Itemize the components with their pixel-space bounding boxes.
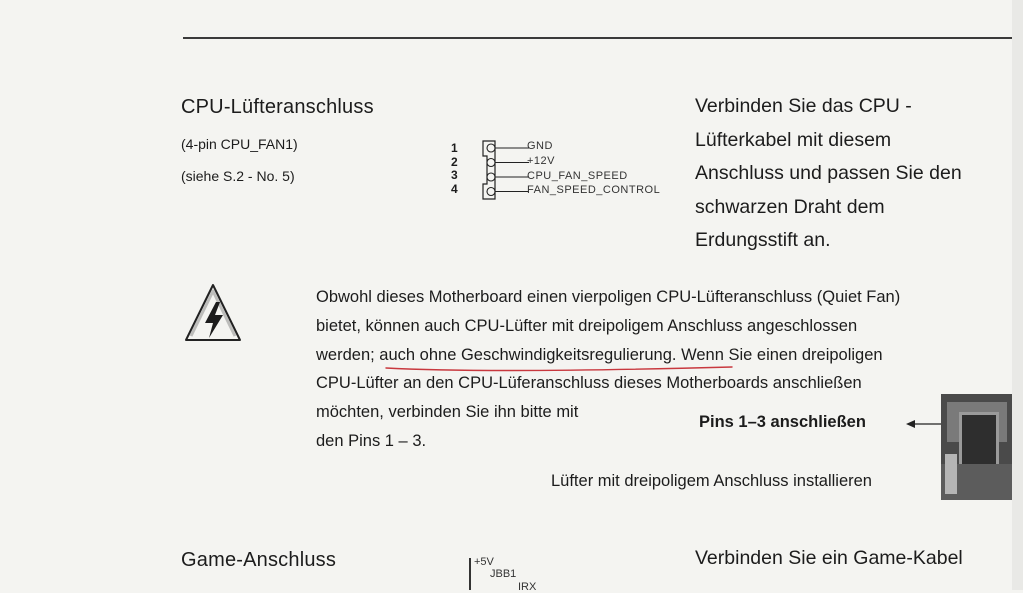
warning-text-segment: . Wenn Sie einen dreipoligen [671, 345, 883, 364]
warning-line: Obwohl dieses Motherboard einen vierpoligen CPU-Lüfteranschluss (Quiet Fan) [316, 288, 901, 306]
pins-label: Pins 1–3 anschließen [699, 413, 866, 431]
page-edge [1012, 0, 1023, 590]
pin-numbers [451, 142, 458, 196]
red-pen-underline [384, 362, 736, 376]
description-line: Anschluss und passen Sie den [695, 162, 962, 184]
cpu-fan-description [695, 90, 1015, 258]
game-pin-label-5v: +5V [474, 556, 494, 568]
pin-label-gnd: GND [527, 140, 553, 152]
game-header-label: JBB1 [490, 568, 517, 580]
game-pin-label-irx: IRX [518, 581, 537, 593]
pin-label-speed-control: FAN_SPEED_CONTROL [527, 184, 661, 197]
description-line: Lüfterkabel mit diesem [695, 128, 892, 151]
cpu-fan-title: CPU-Lüfteranschluss [181, 96, 374, 118]
top-rule [183, 37, 1013, 39]
pin-label-fan-speed: CPU_FAN_SPEED [527, 169, 628, 182]
underlined-emphasis: auch ohne Geschwindigkeitsregulierung [379, 345, 672, 364]
cpu-fan-subtitle-ref: (siehe S.2 - No. 5) [181, 168, 295, 184]
description-line: schwarzen Draht dem [695, 195, 885, 218]
description-line: Erdungsstift an. [695, 229, 831, 251]
warning-line: den Pins 1 – 3. [316, 431, 427, 450]
warning-line: möchten, verbinden Sie ihn bitte mit [316, 403, 579, 422]
warning-text-segment: werden; [316, 345, 380, 364]
pin-number: 2 [451, 154, 458, 169]
game-section-description: Verbinden Sie ein Game-Kabel [695, 547, 963, 569]
cpu-fan-subtitle-pin: (4-pin CPU_FAN1) [181, 136, 298, 152]
photo-caption: Lüfter mit dreipoligem Anschluss installieren [551, 472, 872, 490]
warning-line: CPU-Lüfter an den CPU-Lüferanschluss dieses Motherboards anschließen [316, 374, 862, 393]
pin-number: 4 [451, 181, 458, 196]
lightning-warning-icon [183, 282, 243, 346]
pinout-diagram [451, 140, 671, 202]
arrow-left-icon [905, 416, 943, 432]
pin-labels [527, 139, 660, 198]
pin-number: 1 [451, 141, 458, 155]
pin-label-12v: +12V [527, 154, 555, 167]
game-section-title: Game-Anschluss [181, 549, 337, 571]
description-line: Verbinden Sie das CPU - [695, 95, 912, 117]
game-header-line [469, 558, 471, 590]
warning-line: bietet, können auch CPU-Lüfter mit dreipoligem Anschluss angeschlossen [316, 316, 858, 335]
fan-connector-photo [941, 394, 1013, 500]
fan-header-connector-icon [465, 140, 531, 202]
pin-number: 3 [451, 168, 458, 182]
